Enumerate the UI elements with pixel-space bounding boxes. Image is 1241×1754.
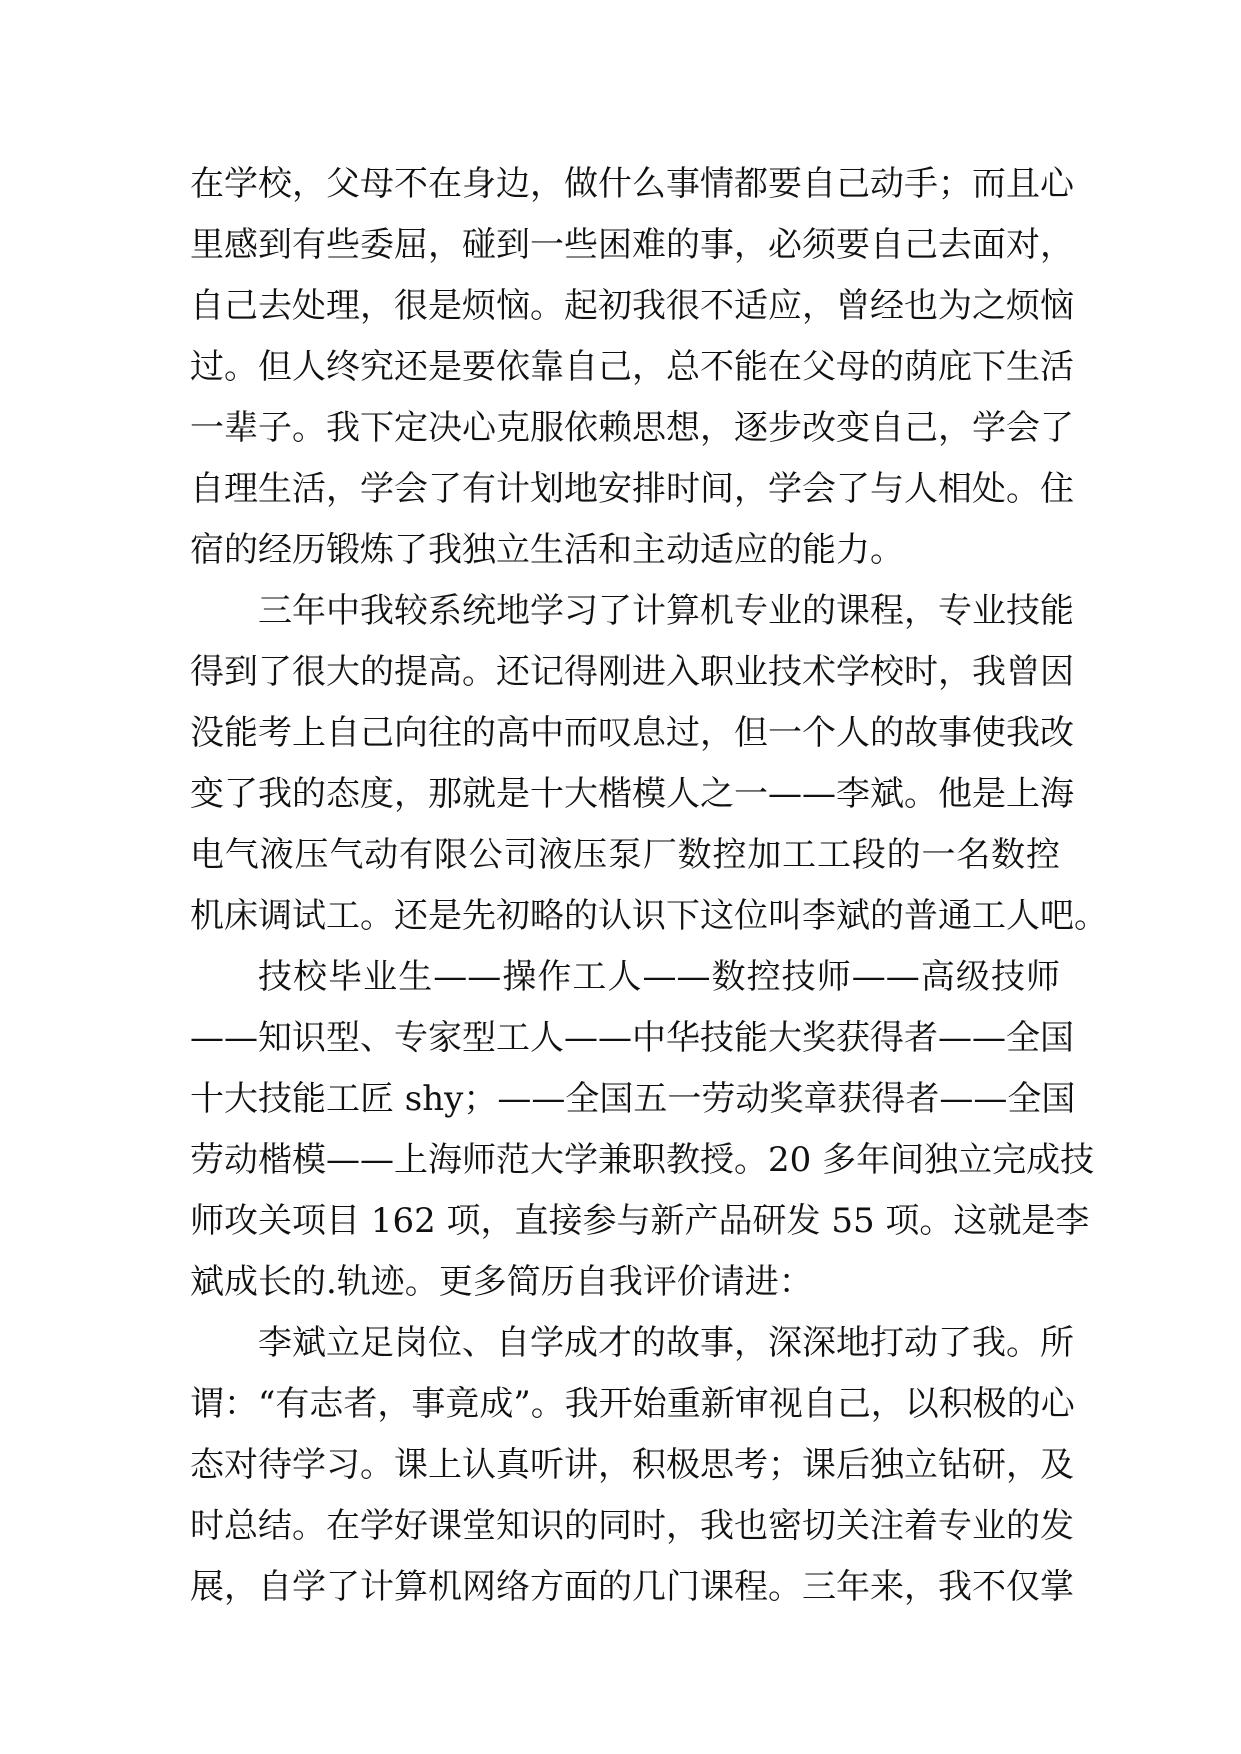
text-line: 展，自学了计算机网络方面的几门课程。三年来，我不仅掌	[190, 1567, 1074, 1607]
text-line: 自己去处理，很是烦恼。起初我很不适应，曾经也为之烦恼	[190, 286, 1074, 326]
text-line: 在学校，父母不在身边，做什么事情都要自己动手；而且心	[190, 164, 1074, 204]
text-line: 师攻关项目 162 项，直接参与新产品研发 55 项。这就是李	[190, 1201, 1090, 1241]
text-line: 十大技能工匠 shy；——全国五一劳动奖章获得者——全国	[190, 1079, 1076, 1119]
body-text	[190, 154, 1108, 1618]
paragraph-first-line: 技校毕业生——操作工人——数控技师——高级技师	[258, 957, 1060, 997]
text-line: 得到了很大的提高。还记得刚进入职业技术学校时，我曾因	[190, 652, 1074, 692]
text-line: 没能考上自己向往的高中而叹息过，但一个人的故事使我改	[190, 713, 1074, 753]
text-line: 机床调试工。还是先初略的认识下这位叫李斌的普通工人吧。	[190, 896, 1108, 936]
text-line: 劳动楷模——上海师范大学兼职教授。20 多年间独立完成技	[190, 1140, 1095, 1180]
text-line: 谓：“有志者，事竟成”。我开始重新审视自己，以积极的心	[190, 1384, 1075, 1424]
text-line: 宿的经历锻炼了我独立生活和主动适应的能力。	[190, 530, 904, 570]
text-line: 自理生活，学会了有计划地安排时间，学会了与人相处。住	[190, 469, 1074, 509]
text-line: 里感到有些委屈，碰到一些困难的事，必须要自己去面对，	[190, 225, 1074, 265]
text-line: 时总结。在学好课堂知识的同时，我也密切关注着专业的发	[190, 1506, 1074, 1546]
text-line: 变了我的态度，那就是十大楷模人之一——李斌。他是上海	[190, 774, 1074, 814]
text-line: 过。但人终究还是要依靠自己，总不能在父母的荫庇下生活	[190, 347, 1074, 387]
text-line: 斌成长的.轨迹。更多简历自我评价请进：	[190, 1262, 813, 1302]
text-line: 一辈子。我下定决心克服依赖思想，逐步改变自己，学会了	[190, 408, 1074, 448]
text-line: 态对待学习。课上认真听讲，积极思考；课后独立钻研，及	[190, 1445, 1074, 1485]
paragraph-first-line: 李斌立足岗位、自学成才的故事，深深地打动了我。所	[258, 1323, 1074, 1363]
text-line: 电气液压气动有限公司液压泵厂数控加工工段的一名数控	[190, 835, 1060, 875]
text-line: ——知识型、专家型工人——中华技能大奖获得者——全国	[190, 1018, 1074, 1058]
paragraph-first-line: 三年中我较系统地学习了计算机专业的课程，专业技能	[258, 591, 1074, 631]
